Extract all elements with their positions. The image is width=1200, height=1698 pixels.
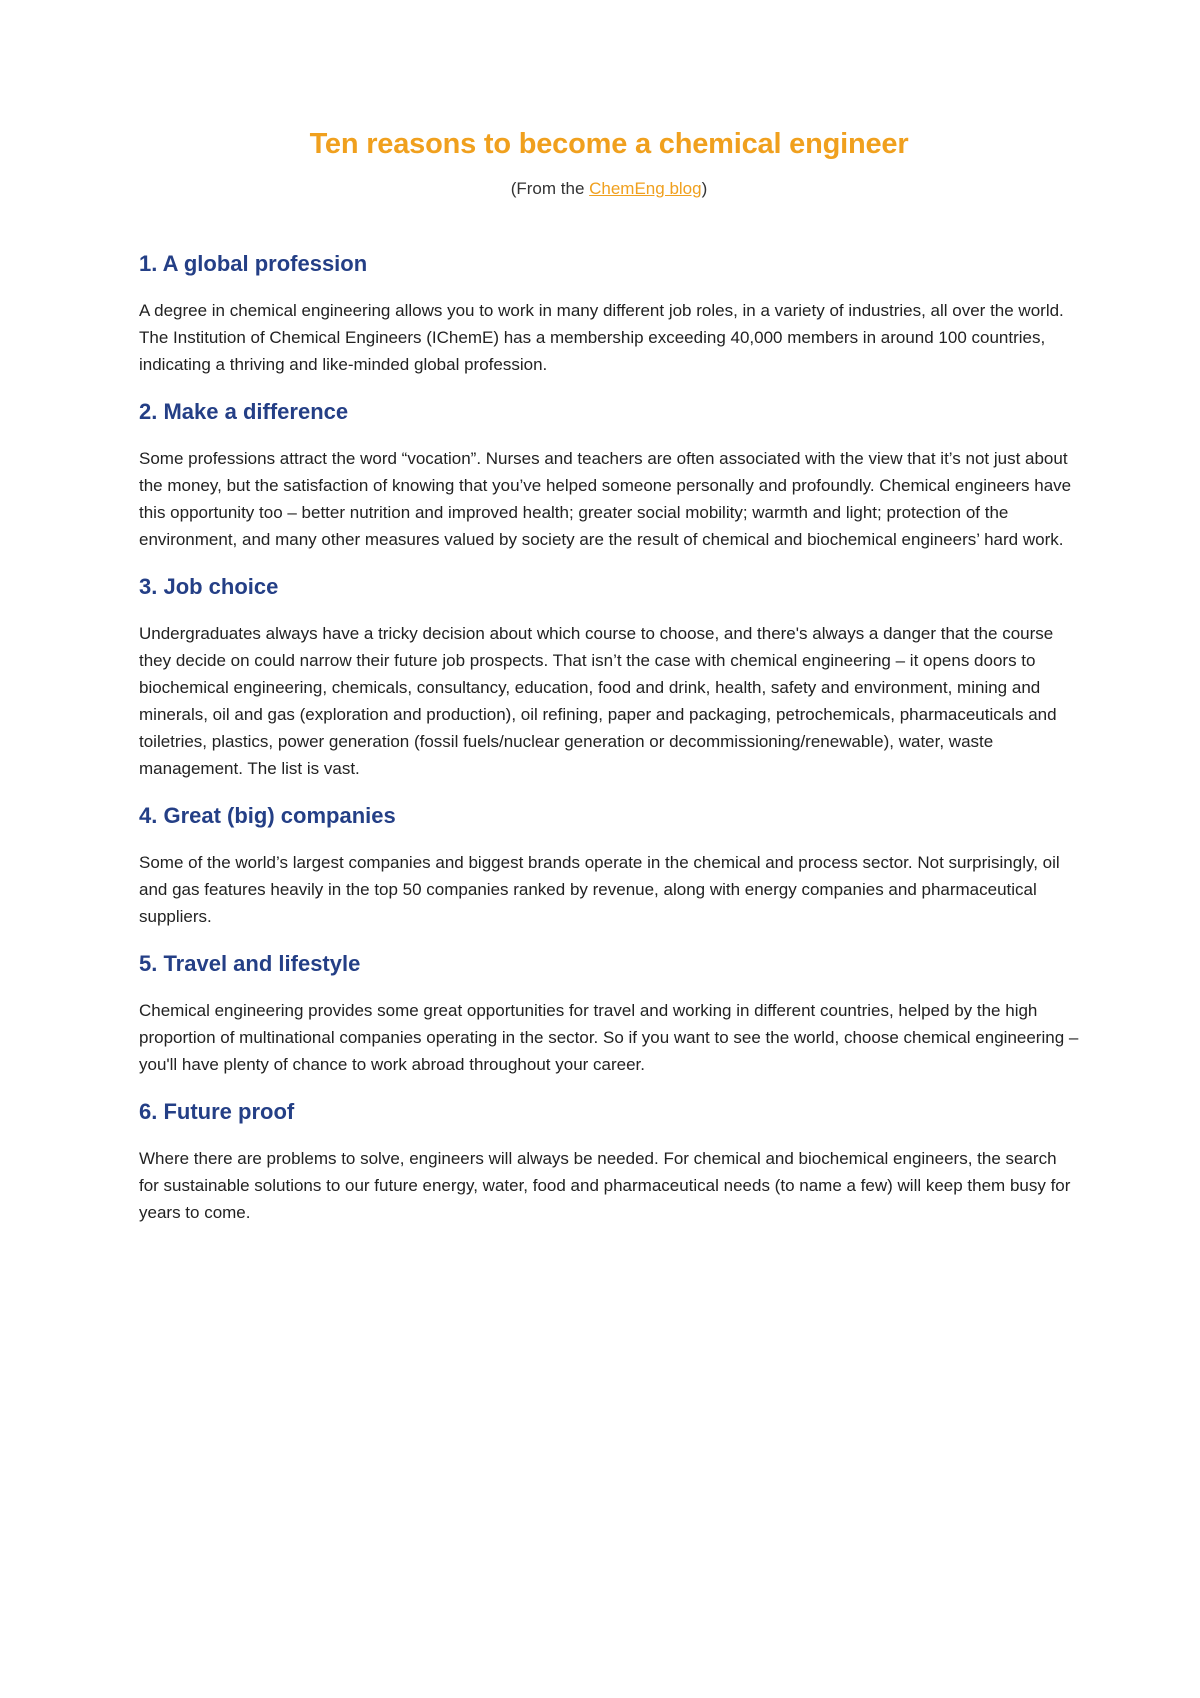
section-body: Where there are problems to solve, engineers will always be needed. For chemical and biochemical engineers, the search for sustainable solutions to our future energy, water, food and pharmaceutical needs (to name a few) will keep them busy for years to come. bbox=[139, 1149, 1071, 1222]
document-title: Ten reasons to become a chemical engineer bbox=[309, 128, 909, 160]
section-heading: 4. Great (big) companies bbox=[139, 803, 396, 828]
section-great-companies bbox=[139, 801, 1079, 930]
section-heading: 2. Make a difference bbox=[139, 399, 349, 424]
section-make-a-difference bbox=[139, 397, 1079, 553]
section-job-choice bbox=[139, 572, 1079, 782]
section-heading: 5. Travel and lifestyle bbox=[139, 951, 361, 976]
section-heading: 3. Job choice bbox=[139, 574, 279, 599]
section-future-proof bbox=[139, 1097, 1079, 1226]
section-travel-lifestyle bbox=[139, 949, 1079, 1078]
section-body: Undergraduates always have a tricky decision about which course to choose, and there's always a danger that the course they decide on could narrow their future job prospects. That isn’t the case with chemical engineering – it opens doors to biochemical engineering, chemicals, consultancy, education, food and drink, health, safety and environment, mining and minerals, oil and gas (exploration and production), oil refining, paper and packaging, petrochemicals, pharmaceuticals and toiletries, plastics, power generation (fossil fuels/nuclear generation or decommissioning/renewable), water, waste management. The list is vast. bbox=[139, 624, 1057, 778]
subtitle-prefix: (From the bbox=[510, 179, 590, 198]
section-body: Some professions attract the word “vocation”. Nurses and teachers are often associated with the view that it’s not just about the money, but the satisfaction of knowing that you’ve helped someone personally and profoundly. Chemical engineers have this opportunity too – better nutrition and improved health; greater social mobility; warmth and light; protection of the environment, and many other measures valued by society are the result of chemical and biochemical engineers’ hard work. bbox=[139, 449, 1072, 549]
section-heading: 6. Future proof bbox=[139, 1099, 295, 1124]
document-content bbox=[139, 118, 1079, 1226]
section-body: Chemical engineering provides some great opportunities for travel and working in different countries, helped by the high proportion of multinational companies operating in the sector. So if you want to see the world, choose chemical engineering – you'll have plenty of chance to work abroad throughout your career. bbox=[139, 1001, 1079, 1074]
subtitle-suffix: ) bbox=[701, 179, 708, 198]
document-subtitle bbox=[139, 176, 1079, 202]
section-global-profession bbox=[139, 249, 1079, 378]
chemeng-blog-link[interactable]: ChemEng blog bbox=[589, 179, 702, 198]
section-body: Some of the world’s largest companies and biggest brands operate in the chemical and process sector. Not surprisingly, oil and gas features heavily in the top 50 companies ranked by revenue, along with energy companies and pharmaceutical suppliers. bbox=[139, 853, 1060, 926]
section-body: A degree in chemical engineering allows you to work in many different job roles, in a variety of industries, all over the world. The Institution of Chemical Engineers (IChemE) has a membership exceeding 40,000 members in around 100 countries, indicating a thriving and like-minded global profession. bbox=[139, 301, 1064, 374]
section-heading: 1. A global profession bbox=[139, 251, 368, 276]
